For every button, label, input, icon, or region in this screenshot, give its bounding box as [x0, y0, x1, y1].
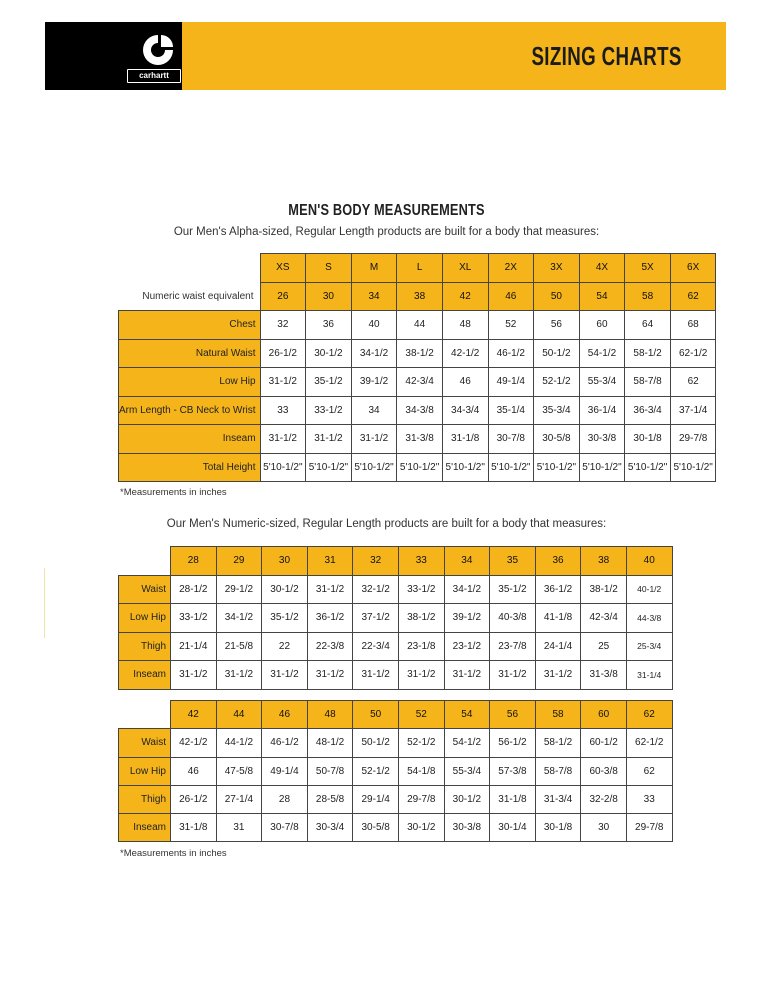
- measurement-cell: 23-7/8: [490, 632, 536, 661]
- measurement-cell: 26-1/2: [260, 339, 306, 368]
- measurement-cell: 28-5/8: [307, 785, 353, 813]
- measurement-cell: 31-1/2: [398, 661, 444, 690]
- size-header-cell: 3X: [534, 254, 580, 283]
- measurement-row: [119, 632, 673, 661]
- measurement-cell: 35-1/2: [262, 604, 308, 633]
- measurement-cell: 31-1/2: [535, 661, 581, 690]
- measurement-cell: 34-1/2: [216, 604, 262, 633]
- carhartt-c-icon: [140, 32, 176, 68]
- size-header-cell: 54: [444, 701, 490, 729]
- measurement-row: [119, 368, 716, 397]
- measurement-cell: 54-1/2: [444, 729, 490, 757]
- measurement-cell: 24-1/4: [535, 632, 581, 661]
- measurement-cell: 31-1/8: [442, 425, 488, 454]
- waist-equivalent-cell: 58: [625, 282, 671, 311]
- measurement-cell: 38-1/2: [397, 339, 443, 368]
- measurement-cell: 60-3/8: [581, 757, 627, 785]
- measurement-cell: 34-1/2: [351, 339, 397, 368]
- measurement-row: [119, 339, 716, 368]
- waist-equivalent-cell: 46: [488, 282, 534, 311]
- row-label: Low Hip: [119, 604, 171, 633]
- size-header-row: [119, 254, 716, 283]
- measurement-cell: 25: [581, 632, 627, 661]
- measurement-cell: 39-1/2: [444, 604, 490, 633]
- size-header-row: [119, 701, 673, 729]
- waist-equivalent-cell: 30: [306, 282, 352, 311]
- measurement-cell: 44-1/2: [216, 729, 262, 757]
- measurement-row: [119, 757, 673, 785]
- measurement-cell: 30-1/2: [444, 785, 490, 813]
- page-title: SIZING CHARTS: [531, 41, 682, 71]
- waist-equivalent-cell: 34: [351, 282, 397, 311]
- measurement-cell: 62: [670, 368, 716, 397]
- measurement-cell: 31-1/8: [171, 814, 217, 842]
- size-header-cell: S: [306, 254, 352, 283]
- measurement-cell: 49-1/4: [262, 757, 308, 785]
- size-header-cell: 38: [581, 547, 627, 576]
- row-label: Waist: [119, 729, 171, 757]
- measurement-row: [119, 575, 673, 604]
- size-header-cell: 28: [171, 547, 217, 576]
- measurement-cell: 22-3/4: [353, 632, 399, 661]
- measurement-cell: 31-1/2: [260, 425, 306, 454]
- measurement-cell: 68: [670, 311, 716, 340]
- measurement-cell: 35-1/2: [490, 575, 536, 604]
- measurement-cell: 41-1/8: [535, 604, 581, 633]
- measurement-cell: 32: [260, 311, 306, 340]
- measurement-cell: 22-3/8: [307, 632, 353, 661]
- measurement-cell: 38-1/2: [581, 575, 627, 604]
- measurement-cell: 31-3/4: [535, 785, 581, 813]
- size-header-cell: 56: [490, 701, 536, 729]
- size-header-cell: L: [397, 254, 443, 283]
- measurement-cell: 30-7/8: [488, 425, 534, 454]
- measurement-cell: 29-1/2: [216, 575, 262, 604]
- size-header-cell: 40: [626, 547, 672, 576]
- size-header-cell: 46: [262, 701, 308, 729]
- measurement-cell: 30-5/8: [353, 814, 399, 842]
- size-header-cell: 2X: [488, 254, 534, 283]
- measurement-cell: 62-1/2: [626, 729, 672, 757]
- measurement-cell: 31-1/2: [262, 661, 308, 690]
- numeric-size-table-28-40: [118, 546, 673, 690]
- measurement-cell: 36-1/4: [579, 396, 625, 425]
- measurement-cell: 5'10-1/2": [306, 453, 352, 482]
- row-label: Low Hip: [119, 368, 261, 397]
- alpha-subtitle: Our Men's Alpha-sized, Regular Length products are built for a body that measures:: [173, 226, 600, 238]
- measurement-cell: 46-1/2: [262, 729, 308, 757]
- row-label: Thigh: [119, 632, 171, 661]
- measurement-cell: 5'10-1/2": [579, 453, 625, 482]
- measurement-cell: 21-1/4: [171, 632, 217, 661]
- corner-blank: [119, 701, 171, 729]
- measurement-cell: 5'10-1/2": [442, 453, 488, 482]
- measurement-cell: 31-1/4: [626, 661, 672, 690]
- row-label: Inseam: [119, 425, 261, 454]
- size-header-cell: 4X: [579, 254, 625, 283]
- row-label: Chest: [119, 311, 261, 340]
- corner-blank: [119, 254, 261, 283]
- measurement-cell: 52-1/2: [534, 368, 580, 397]
- measurement-cell: 5'10-1/2": [488, 453, 534, 482]
- measurement-cell: 33-1/2: [171, 604, 217, 633]
- measurement-cell: 30-7/8: [262, 814, 308, 842]
- measurement-row: [119, 729, 673, 757]
- measurement-cell: 64: [625, 311, 671, 340]
- row-label: Low Hip: [119, 757, 171, 785]
- waist-equivalent-cell: 38: [397, 282, 443, 311]
- measurement-cell: 46-1/2: [488, 339, 534, 368]
- measurement-cell: 30: [581, 814, 627, 842]
- measurement-cell: 31-1/2: [307, 575, 353, 604]
- waist-equivalent-cell: 26: [260, 282, 306, 311]
- measurement-cell: 29-1/4: [353, 785, 399, 813]
- size-header-cell: 58: [535, 701, 581, 729]
- measurement-cell: 31-1/2: [490, 661, 536, 690]
- measurement-cell: 58-7/8: [535, 757, 581, 785]
- size-header-cell: 30: [262, 547, 308, 576]
- measurement-cell: 56-1/2: [490, 729, 536, 757]
- measurement-cell: 50-1/2: [353, 729, 399, 757]
- measurement-row: [119, 661, 673, 690]
- measurement-cell: 35-1/2: [306, 368, 352, 397]
- row-label: Arm Length - CB Neck to Wrist: [119, 396, 261, 425]
- measurement-cell: 34-3/8: [397, 396, 443, 425]
- measurement-cell: 55-3/4: [444, 757, 490, 785]
- brand-logo: [45, 22, 182, 90]
- measurement-cell: 50-7/8: [307, 757, 353, 785]
- measurement-cell: 5'10-1/2": [534, 453, 580, 482]
- measurement-cell: 42-3/4: [397, 368, 443, 397]
- measurement-cell: 55-3/4: [579, 368, 625, 397]
- size-header-cell: 32: [353, 547, 399, 576]
- measurement-row: [119, 311, 716, 340]
- header-banner: [45, 22, 726, 90]
- measurement-cell: 35-3/4: [534, 396, 580, 425]
- measurement-cell: 36-1/2: [535, 575, 581, 604]
- measurement-cell: 31-1/2: [260, 368, 306, 397]
- row-label: Thigh: [119, 785, 171, 813]
- measurement-cell: 62: [626, 757, 672, 785]
- measurement-cell: 44-3/8: [626, 604, 672, 633]
- measurement-cell: 5'10-1/2": [625, 453, 671, 482]
- measurement-cell: 39-1/2: [351, 368, 397, 397]
- measurement-cell: 34-1/2: [444, 575, 490, 604]
- measurement-cell: 31-3/8: [581, 661, 627, 690]
- size-header-cell: 29: [216, 547, 262, 576]
- measurement-cell: 52-1/2: [398, 729, 444, 757]
- measurement-cell: 21-5/8: [216, 632, 262, 661]
- size-header-cell: 42: [171, 701, 217, 729]
- size-header-cell: 44: [216, 701, 262, 729]
- size-header-cell: 60: [581, 701, 627, 729]
- row-label: Waist: [119, 575, 171, 604]
- measurement-cell: 62-1/2: [670, 339, 716, 368]
- measurement-cell: 31-1/2: [171, 661, 217, 690]
- measurement-cell: 47-5/8: [216, 757, 262, 785]
- measurement-cell: 34-3/4: [442, 396, 488, 425]
- size-header-cell: 50: [353, 701, 399, 729]
- measurement-cell: 54-1/8: [398, 757, 444, 785]
- measurement-cell: 22: [262, 632, 308, 661]
- measurement-cell: 29-7/8: [626, 814, 672, 842]
- corner-blank: [119, 547, 171, 576]
- measurement-row: [119, 785, 673, 813]
- measurement-cell: 58-7/8: [625, 368, 671, 397]
- size-header-cell: M: [351, 254, 397, 283]
- measurement-cell: 52: [488, 311, 534, 340]
- measurement-cell: 5'10-1/2": [670, 453, 716, 482]
- measurement-cell: 31-1/2: [444, 661, 490, 690]
- waist-equivalent-cell: 62: [670, 282, 716, 311]
- measurement-row: [119, 425, 716, 454]
- size-header-cell: 5X: [625, 254, 671, 283]
- measurement-cell: 49-1/4: [488, 368, 534, 397]
- size-header-cell: 48: [307, 701, 353, 729]
- measurement-cell: 30-1/8: [625, 425, 671, 454]
- measurement-cell: 31: [216, 814, 262, 842]
- measurement-cell: 35-1/4: [488, 396, 534, 425]
- measurement-cell: 31-1/2: [307, 661, 353, 690]
- measurement-cell: 33-1/2: [306, 396, 352, 425]
- measurement-cell: 56: [534, 311, 580, 340]
- measurement-cell: 27-1/4: [216, 785, 262, 813]
- measurement-cell: 40: [351, 311, 397, 340]
- size-header-cell: 31: [307, 547, 353, 576]
- numeric-subtitle: Our Men's Numeric-sized, Regular Length products are built for a body that measures:: [166, 518, 607, 530]
- measurement-cell: 5'10-1/2": [351, 453, 397, 482]
- measurement-cell: 42-3/4: [581, 604, 627, 633]
- row-label: Inseam: [119, 661, 171, 690]
- measurement-cell: 25-3/4: [626, 632, 672, 661]
- measurement-cell: 23-1/8: [398, 632, 444, 661]
- measurement-cell: 32-2/8: [581, 785, 627, 813]
- waist-equivalent-cell: 50: [534, 282, 580, 311]
- measurement-cell: 33-1/2: [398, 575, 444, 604]
- measurement-cell: 31-1/2: [353, 661, 399, 690]
- measurement-cell: 28-1/2: [171, 575, 217, 604]
- measurement-cell: 31-1/8: [490, 785, 536, 813]
- measurement-cell: 30-1/2: [262, 575, 308, 604]
- size-header-cell: 52: [398, 701, 444, 729]
- size-header-cell: 33: [398, 547, 444, 576]
- measurement-cell: 33: [626, 785, 672, 813]
- size-header-cell: XL: [442, 254, 488, 283]
- margin-mark: [44, 568, 45, 638]
- measurement-cell: 42-1/2: [442, 339, 488, 368]
- measurement-row: [119, 814, 673, 842]
- measurement-cell: 31-1/2: [306, 425, 352, 454]
- measurement-cell: 26-1/2: [171, 785, 217, 813]
- size-header-cell: 35: [490, 547, 536, 576]
- measurement-cell: 58-1/2: [535, 729, 581, 757]
- measurement-row: [119, 453, 716, 482]
- measurement-cell: 30-3/8: [444, 814, 490, 842]
- measurement-cell: 38-1/2: [398, 604, 444, 633]
- waist-equivalent-cell: 42: [442, 282, 488, 311]
- measurement-row: [119, 604, 673, 633]
- measurement-cell: 30-1/2: [398, 814, 444, 842]
- measurement-cell: 29-7/8: [398, 785, 444, 813]
- measurement-cell: 60-1/2: [581, 729, 627, 757]
- measurement-cell: 5'10-1/2": [260, 453, 306, 482]
- measurement-row: [119, 396, 716, 425]
- measurement-cell: 36-1/2: [307, 604, 353, 633]
- brand-wordmark: carhartt: [127, 69, 181, 83]
- numeric-footnote: *Measurements in inches: [120, 848, 227, 859]
- measurement-cell: 50-1/2: [534, 339, 580, 368]
- measurement-cell: 54-1/2: [579, 339, 625, 368]
- measurement-cell: 37-1/2: [353, 604, 399, 633]
- size-header-cell: 62: [626, 701, 672, 729]
- measurement-cell: 58-1/2: [625, 339, 671, 368]
- row-label: Natural Waist: [119, 339, 261, 368]
- measurement-cell: 44: [397, 311, 443, 340]
- measurement-cell: 52-1/2: [353, 757, 399, 785]
- size-header-cell: 36: [535, 547, 581, 576]
- measurement-cell: 28: [262, 785, 308, 813]
- measurement-cell: 29-7/8: [670, 425, 716, 454]
- measurement-cell: 37-1/4: [670, 396, 716, 425]
- measurement-cell: 40-3/8: [490, 604, 536, 633]
- size-header-row: [119, 547, 673, 576]
- size-header-cell: 6X: [670, 254, 716, 283]
- waist-equivalent-row: [119, 282, 716, 311]
- measurement-cell: 36-3/4: [625, 396, 671, 425]
- measurement-cell: 33: [260, 396, 306, 425]
- measurement-cell: 31-3/8: [397, 425, 443, 454]
- measurement-cell: 42-1/2: [171, 729, 217, 757]
- measurement-cell: 32-1/2: [353, 575, 399, 604]
- measurement-cell: 60: [579, 311, 625, 340]
- waist-equivalent-label: Numeric waist equivalent: [142, 290, 254, 302]
- measurement-cell: 40-1/2: [626, 575, 672, 604]
- measurement-cell: 31-1/2: [351, 425, 397, 454]
- measurement-cell: 48-1/2: [307, 729, 353, 757]
- size-header-cell: 34: [444, 547, 490, 576]
- section-title: MEN'S BODY MEASUREMENTS: [288, 202, 485, 219]
- measurement-cell: 30-1/4: [490, 814, 536, 842]
- alpha-footnote: *Measurements in inches: [120, 487, 227, 498]
- measurement-cell: 30-5/8: [534, 425, 580, 454]
- measurement-cell: 30-1/2: [306, 339, 352, 368]
- measurement-cell: 30-1/8: [535, 814, 581, 842]
- measurement-cell: 31-1/2: [216, 661, 262, 690]
- measurement-cell: 36: [306, 311, 352, 340]
- measurement-cell: 30-3/4: [307, 814, 353, 842]
- measurement-cell: 46: [442, 368, 488, 397]
- measurement-cell: 30-3/8: [579, 425, 625, 454]
- measurement-cell: 23-1/2: [444, 632, 490, 661]
- measurement-cell: 34: [351, 396, 397, 425]
- size-header-cell: XS: [260, 254, 306, 283]
- measurement-cell: 57-3/8: [490, 757, 536, 785]
- waist-equivalent-cell: 54: [579, 282, 625, 311]
- measurement-cell: 48: [442, 311, 488, 340]
- row-label: Total Height: [119, 453, 261, 482]
- measurement-cell: 5'10-1/2": [397, 453, 443, 482]
- numeric-size-table-42-62: [118, 700, 673, 842]
- measurement-cell: 46: [171, 757, 217, 785]
- alpha-size-table: [118, 253, 716, 482]
- row-label: Inseam: [119, 814, 171, 842]
